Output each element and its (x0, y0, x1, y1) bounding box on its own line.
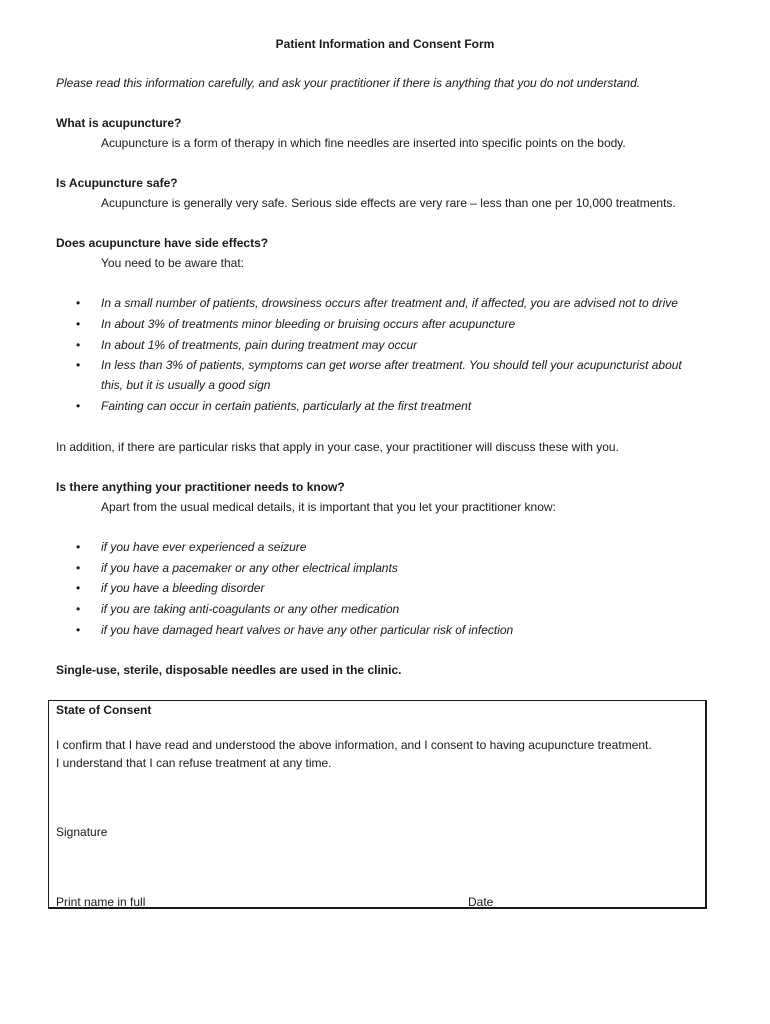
side-effects-lead: You need to be aware that: (101, 256, 245, 270)
print-name-label: Print name in full (56, 895, 146, 909)
signature-label: Signature (56, 825, 108, 839)
answer-is-acupuncture-safe: Acupuncture is generally very safe. Serious side effects are very rare – less than one per 10,000 treatments. (101, 196, 676, 210)
heading-is-acupuncture-safe: Is Acupuncture safe? (56, 176, 178, 190)
practitioner-item: if you have a pacemaker or any other electrical implants (101, 561, 398, 575)
date-label: Date (468, 895, 494, 909)
bullet-marker: • (76, 317, 81, 331)
practitioner-item: if you have damaged heart valves or have any other particular risk of infection (101, 623, 514, 637)
practitioner-item: if you have a bleeding disorder (101, 581, 265, 595)
side-effect-item: In about 1% of treatments, pain during treatment may occur (101, 338, 418, 352)
answer-what-is-acupuncture: Acupuncture is a form of therapy in which fine needles are inserted into specific points on the body. (101, 136, 626, 150)
intro-text: Please read this information carefully, and ask your practitioner if there is anything that you do not understand. (56, 76, 641, 90)
bullet-marker: • (76, 338, 81, 352)
bullet-marker: • (76, 358, 81, 372)
needles-note: Single-use, sterile, disposable needles are used in the clinic. (56, 663, 402, 677)
practitioner-needs-lead: Apart from the usual medical details, it is important that you let your practitioner know: (101, 500, 556, 514)
consent-statement-line1: I confirm that I have read and understood the above information, and I consent to having acupuncture treatment. (56, 738, 652, 752)
bullet-marker: • (76, 623, 81, 637)
bullet-marker: • (76, 602, 81, 616)
consent-box (48, 700, 707, 909)
bullet-marker: • (76, 399, 81, 413)
bullet-marker: • (76, 561, 81, 575)
practitioner-item: if you are taking anti-coagulants or any other medication (101, 602, 400, 616)
bullet-marker: • (76, 540, 81, 554)
heading-practitioner-needs-to-know: Is there anything your practitioner needs to know? (56, 480, 345, 494)
side-effect-item-continuation: this, but it is usually a good sign (101, 378, 271, 392)
bullet-marker: • (76, 581, 81, 595)
page-title: Patient Information and Consent Form (275, 37, 495, 51)
bullet-marker: • (76, 296, 81, 310)
consent-statement-line2: I understand that I can refuse treatment at any time. (56, 756, 332, 770)
side-effect-item: In a small number of patients, drowsiness occurs after treatment and, if affected, you are advised not to drive (101, 296, 678, 310)
consent-heading: State of Consent (56, 703, 152, 717)
side-effect-item: In about 3% of treatments minor bleeding or bruising occurs after acupuncture (101, 317, 516, 331)
side-effect-item: Fainting can occur in certain patients, particularly at the first treatment (101, 399, 472, 413)
side-effect-item: In less than 3% of patients, symptoms can get worse after treatment. You should tell your acupuncturist about (101, 358, 682, 372)
practitioner-item: if you have ever experienced a seizure (101, 540, 307, 554)
heading-what-is-acupuncture: What is acupuncture? (56, 116, 182, 130)
risks-note: In addition, if there are particular risks that apply in your case, your practitioner will discuss these with you. (56, 440, 619, 454)
heading-side-effects: Does acupuncture have side effects? (56, 236, 269, 250)
